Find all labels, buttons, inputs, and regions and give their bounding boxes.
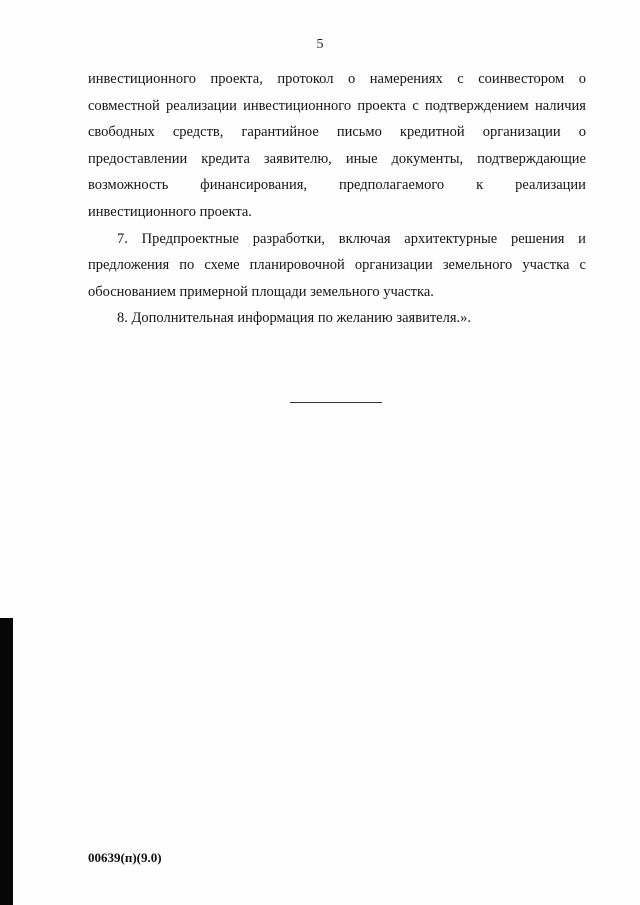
text-line [88, 172, 586, 199]
word: и [578, 230, 586, 247]
word: проекта, [210, 71, 263, 87]
text-line [88, 93, 586, 120]
word: разработки, [252, 230, 326, 247]
word: проекта [357, 97, 407, 114]
word: земельного [442, 257, 513, 274]
word: письмо [336, 124, 382, 141]
word: архитектурные [404, 230, 498, 247]
word: о [347, 71, 356, 87]
paragraph-item-7 [88, 226, 586, 306]
paragraph-continuation [88, 66, 586, 226]
text-line: 8. Дополнительная информация по желанию заявителя.». [117, 310, 472, 327]
word: инвестиционного [88, 71, 196, 87]
word: реализации [166, 97, 237, 114]
word: по [179, 257, 195, 274]
word: протокол [277, 71, 334, 87]
word: кредита [201, 150, 250, 167]
document-body [88, 66, 586, 332]
word: с [457, 71, 464, 87]
word: инвестиционного [243, 97, 352, 114]
text-line: инвестиционного проекта. [88, 203, 252, 220]
text-line [88, 252, 586, 279]
scan-edge-shadow [0, 618, 13, 905]
text-line: обоснованием примерной площади земельного участка. [88, 283, 434, 300]
word: подтверждающие [477, 150, 586, 167]
word: предоставлении [88, 150, 188, 167]
word: о [578, 124, 586, 141]
word: с [579, 257, 586, 274]
word: планировочной [249, 257, 345, 274]
paragraph-item-8 [88, 305, 586, 332]
word: реализации [515, 177, 586, 194]
word: гарантийное [241, 124, 319, 141]
word: предложения [88, 257, 170, 274]
word: свободных [88, 124, 155, 141]
word: к [476, 177, 484, 194]
word: решения [510, 230, 565, 247]
word: включая [338, 230, 391, 247]
document-code: 00639(п)(9.0) [88, 850, 162, 865]
text-line [88, 119, 586, 146]
section-end-rule [290, 402, 382, 403]
text-line [88, 66, 586, 93]
word: наличия [534, 97, 586, 114]
word: с [412, 97, 419, 114]
word: 7. [117, 230, 128, 247]
word: участка [522, 257, 570, 274]
word: Предпроектные [141, 230, 239, 247]
text-line [88, 146, 586, 173]
word: финансирования, [200, 177, 308, 194]
word: заявителю, [263, 150, 332, 167]
word: организации [482, 124, 561, 141]
word: соинвестором [478, 71, 565, 87]
word: документы, [391, 150, 464, 167]
word: схеме [204, 257, 240, 274]
word: средств, [172, 124, 224, 141]
word: намерениях [369, 71, 443, 87]
word: иные [345, 150, 378, 167]
text-line [88, 226, 586, 253]
page-number: 5 [316, 37, 324, 52]
word: совместной [88, 97, 160, 114]
word: кредитной [399, 124, 465, 141]
word: подтверждением [424, 97, 529, 114]
word: возможность [88, 177, 169, 194]
word: предполагаемого [338, 177, 445, 194]
word: о [578, 71, 586, 87]
word: организации [354, 257, 433, 274]
